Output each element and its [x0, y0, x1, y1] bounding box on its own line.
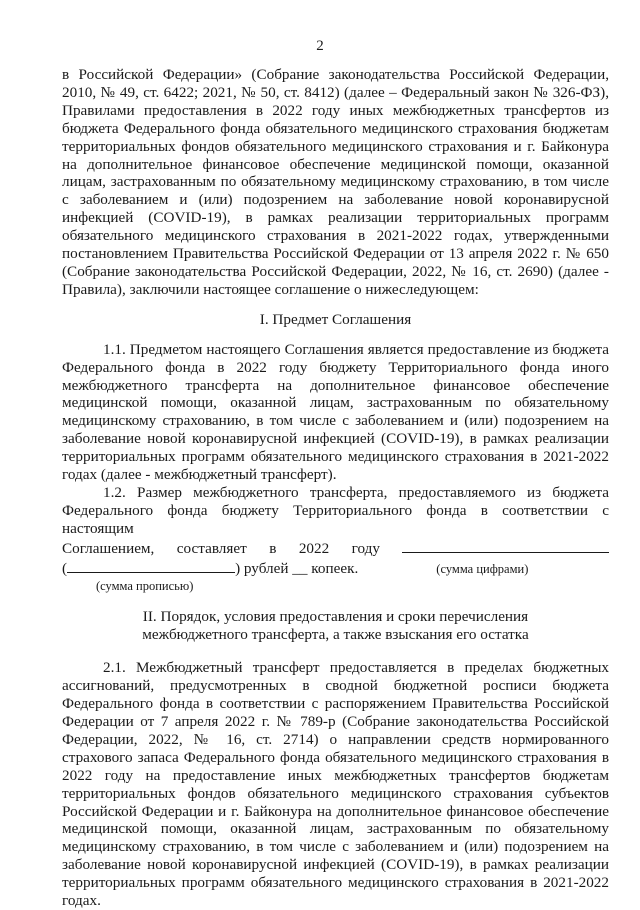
page-number: 2	[316, 38, 324, 54]
section-2-heading-line2: межбюджетного трансферта, а также взыскания его остатка	[142, 626, 529, 644]
amount-digits-blank[interactable]	[402, 538, 609, 553]
clause-1-2: 1.2. Размер межбюджетного трансферта, предоставляемого из бюджета Федерального фонда бюджету Территориального фонда в соответствии с настоящим	[62, 483, 609, 537]
section-1-heading: I. Предмет Соглашения	[259, 310, 412, 328]
amount-words-line	[62, 558, 609, 578]
amount-word: году	[351, 539, 380, 557]
caption-words: (сумма прописью)	[96, 579, 194, 594]
amount-word: 2022	[298, 539, 330, 557]
amount-words-open: (	[62, 559, 68, 577]
clause-2-1: 2.1. Межбюджетный трансферт предоставляется в пределах бюджетных ассигнований, предусмотренных в сводной бюджетной росписи бюджета Федерального фонда в соответствии с распоряжением Правительства Российской Федерации от 7 апреля 2022 г. № 789-р (Собрание законодательства Российской Федерации, 2022, № 16, ст. 2714) о направлении средств нормированного страхового запаса Федерального фонда обязательного медицинского страхования в 2022 году на предоставление иных межбюджетных трансфертов бюджетам территориальных фондов обязательного медицинского страхования субъектов Российской Федерации и г. Байконура на дополнительное финансовое обеспечение медицинской помощи, оказанной лицам, застрахованным по обязательному медицинскому страхованию, в том числе с заболеванием и (или) подозрением на заболевание новой коронавирусной инфекцией (COVID-19), в рамках реализации территориальных программ обязательного медицинского страхования в 2021-2022 годах.	[62, 659, 609, 910]
amount-word: составляет	[176, 539, 247, 557]
section-2-heading-line1: II. Порядок, условия предоставления и сроки перечисления	[142, 608, 529, 626]
amount-line	[62, 538, 609, 558]
clause-1-1: 1.1. Предметом настоящего Соглашения является предоставление из бюджета Федерального фонда в 2022 году бюджету Территориального фонда иного межбюджетного трансферта на дополнительное финансовое обеспечение медицинской помощи, оказанной лицам, застрахованным по обязательному медицинскому страхованию, в том числе с заболеванием и (или) подозрением на заболевание новой коронавирусной инфекцией (COVID-19), в рамках реализации территориальных программ обязательного медицинского страхования в 2021-2022 годах (далее - межбюджетный трансферт).	[62, 340, 609, 484]
caption-digits: (сумма цифрами)	[436, 561, 529, 576]
document-body	[62, 66, 609, 910]
amount-words-close: ) рублей __ копеек.	[235, 559, 359, 577]
intro-paragraph: в Российской Федерации» (Собрание законодательства Российской Федерации, 2010, № 49, ст. 6422; 2021, № 50, ст. 8412) (далее – Федеральный закон № 326-ФЗ), Правилами предоставления в 2022 году иных межбюджетных трансфертов из бюджета Федерального фонда обязательного медицинского страхования бюджетам территориальных фондов обязательного медицинского страхования и г. Байконура на дополнительное финансовое обеспечение медицинской помощи, оказанной лицам, застрахованным по обязательному медицинскому страхованию, в том числе с заболеванием и (или) подозрением на заболевание новой коронавирусной инфекцией (COVID-19), в рамках реализации территориальных программ обязательного медицинского страхования в 2021-2022 годах, утвержденными постановлением Правительства Российской Федерации от 13 апреля 2022 г. № 650 (Собрание законодательства Российской Федерации, 2022, № 16, ст. 2690) (далее - Правила), заключили настоящее соглашение о нижеследующем:	[62, 66, 609, 298]
amount-words-blank[interactable]	[67, 558, 235, 573]
amount-word: в	[269, 539, 277, 557]
amount-word: Соглашением,	[62, 539, 155, 557]
